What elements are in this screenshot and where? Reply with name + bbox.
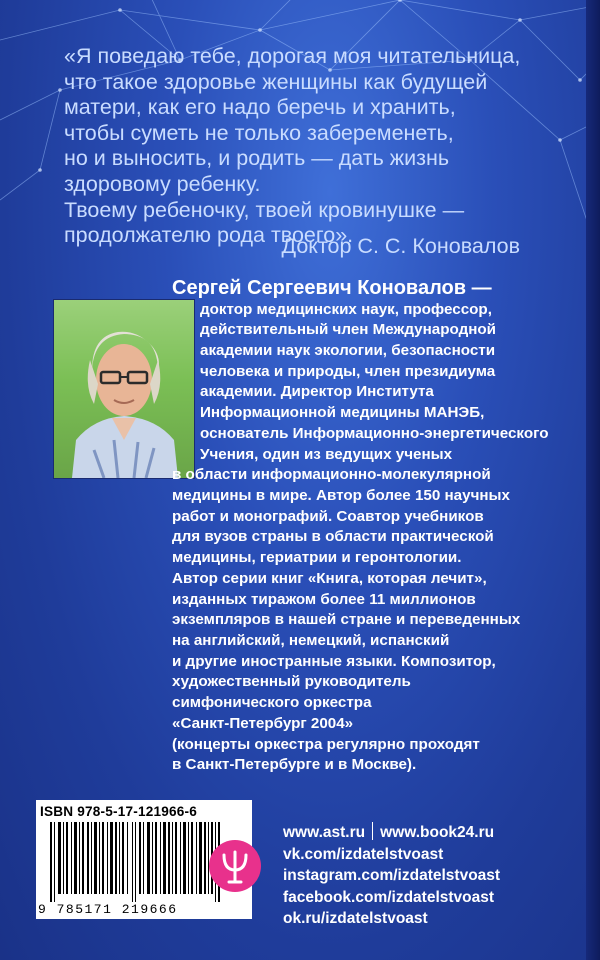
link-ast[interactable]: www.ast.ru (283, 824, 366, 841)
link-ok[interactable]: ok.ru/izdatelstvoast (283, 910, 428, 927)
isbn-label: ISBN 978-5-17-121966-6 (40, 804, 198, 819)
bio-line: симфонического оркестра (172, 694, 372, 711)
link-vk[interactable]: vk.com/izdatelstvoast (283, 845, 444, 863)
author-quote (64, 44, 564, 249)
quote-line: здоровому ребенку. (64, 171, 261, 196)
quote-line: чтобы суметь не только забеременеть, (64, 120, 454, 145)
bio-line: академии. Директор Института (200, 383, 434, 400)
bio-line: медицины в мире. Автор более 150 научных (172, 487, 510, 504)
link-instagram[interactable]: instagram.com/izdatelstvoast (283, 867, 501, 884)
bio-line: и другие иностранные языки. Композитор, (172, 653, 496, 670)
bio-line: художественный руководитель (172, 673, 411, 690)
bio-line: основатель Информационно-энергетического (200, 425, 549, 442)
link-book24[interactable]: www.book24.ru (380, 824, 495, 841)
quote-author: Доктор С. С. Коновалов (281, 234, 520, 258)
bio-line: (концерты оркестра регулярно проходят (172, 736, 480, 753)
quote-line: продолжателю рода твоего». (64, 223, 354, 248)
quote-line: что такое здоровье женщины как будущей (64, 69, 488, 94)
bio-line: в области информационно-молекулярной (172, 466, 491, 483)
bio-line: «Санкт-Петербург 2004» (172, 715, 354, 732)
bio-line: доктор медицинских наук, профессор, (200, 301, 492, 318)
author-name: Сергей Сергеевич Коновалов — (172, 277, 492, 299)
bio-line: человека и природы, член президиума (200, 363, 496, 380)
bio-line: для вузов страны в области практической (172, 528, 494, 545)
bio-line: на английский, немецкий, испанский (172, 632, 450, 649)
spine-edge (586, 0, 600, 960)
barcode-digits: 9 785171 219666 (38, 902, 178, 917)
psi-logo-icon (209, 840, 261, 892)
author-photo (53, 299, 195, 479)
link-facebook[interactable]: facebook.com/izdatelstvoast (283, 888, 495, 906)
quote-line: но и выносить, и родить — дать жизнь (64, 146, 450, 171)
bio-line: изданных тиражом более 11 миллионов (172, 591, 476, 608)
bio-line: медицины, гериатрии и геронтологии. (172, 549, 462, 566)
bio-line: академии наук экологии, безопасности (200, 342, 496, 359)
quote-line: Твоему ребеночку, твоей кровинушке — (64, 197, 465, 222)
bio-line: экземпляров в нашей стране и переведенных (172, 611, 521, 628)
publisher-links (283, 822, 500, 930)
bio-line: в Санкт-Петербурге и в Москве). (172, 756, 417, 773)
quote-line: матери, как его надо беречь и хранить, (64, 95, 456, 120)
bio-line: работ и монографий. Соавтор учебников (172, 508, 484, 525)
bio-line: Информационной медицины МАНЭБ, (200, 404, 485, 421)
bio-line: действительный член Международной (200, 321, 496, 338)
link-separator (372, 822, 373, 840)
quote-line: «Я поведаю тебе, дорогая моя читательница, (64, 44, 521, 68)
bio-line: Учения, один из ведущих ученых (200, 446, 453, 463)
bio-line: Автор серии книг «Книга, которая лечит», (172, 570, 487, 587)
